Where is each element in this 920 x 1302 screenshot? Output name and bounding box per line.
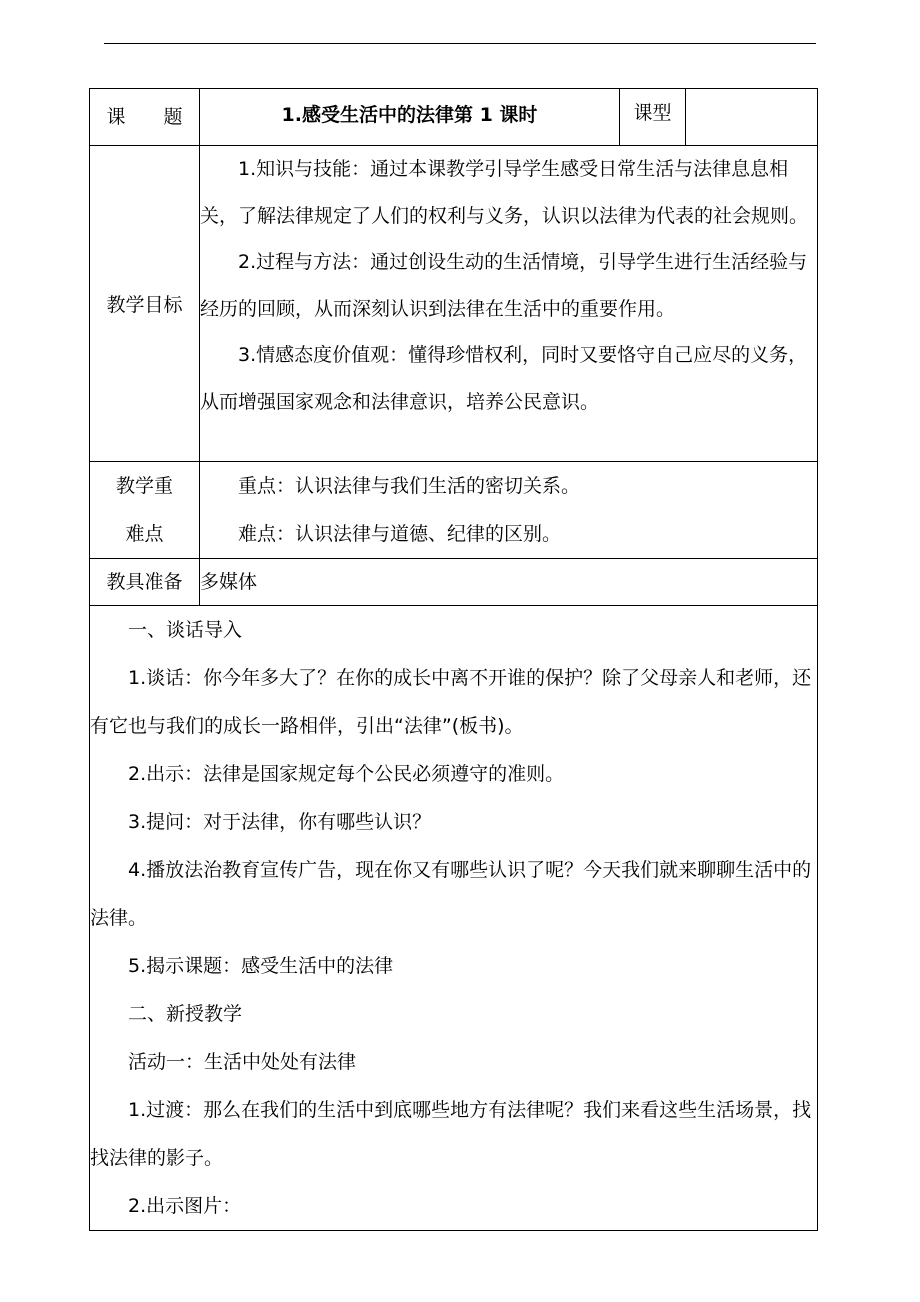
topic-label: [90, 89, 200, 146]
key-points-cell: [200, 462, 818, 559]
key-point: 重点：认识法律与我们生活的密切关系。: [238, 475, 581, 497]
process-line: 一、谈话导入: [128, 619, 243, 641]
process-line: 1.谈话：你今年多大了？在你的成长中离不开谁的保护？除了父母亲人和老师，还有它也与我们的成长一路相伴，引出“法律”(板书)。: [90, 667, 812, 737]
objective-attitude: 3.情感态度价值观：懂得珍惜权利，同时又要恪守自己应尽的义务，从而增强国家观念和法律意识，培养公民意识。: [200, 344, 808, 413]
topic-label-char-1: 课: [106, 106, 126, 128]
topic-label-char-2: 题: [163, 106, 183, 128]
tools-label: 教具准备: [90, 559, 200, 606]
lesson-plan-table: [89, 88, 818, 1231]
difficult-point: 难点：认识法律与道德、纪律的区别。: [238, 523, 562, 545]
process-line: 二、新授教学: [128, 1003, 243, 1025]
process-line: 活动一：生活中处处有法律: [128, 1051, 357, 1073]
tools-value: 多媒体: [200, 559, 818, 606]
process-cell: [90, 606, 818, 1231]
key-points-label-line1: 教学重: [115, 475, 173, 497]
process-line: 3.提问：对于法律，你有哪些认识？: [128, 811, 432, 833]
process-line: 4.播放法治教育宣传广告，现在你又有哪些认识了呢？今天我们就来聊聊生活中的法律。: [90, 859, 812, 929]
objective-process: 2.过程与方法：通过创设生动的生活情境，引导学生进行生活经验与经历的回顾，从而深刻认识到法律在生活中的重要作用。: [200, 251, 808, 320]
header-rule: [104, 43, 816, 44]
objectives-label: 教学目标: [106, 294, 183, 316]
objective-knowledge: 1.知识与技能：通过本课教学引导学生感受日常生活与法律息息相关，了解法律规定了人们的权利与义务，认识以法律为代表的社会规则。: [200, 158, 809, 227]
topic-value: 1.感受生活中的法律第 1 课时: [200, 89, 620, 146]
process-line: 2.出示图片：: [128, 1195, 242, 1217]
type-label: 课型: [620, 89, 686, 146]
objectives-cell: [200, 146, 818, 462]
process-row: [90, 606, 818, 1231]
process-line: 5.揭示课题：感受生活中的法律: [128, 955, 394, 977]
process-line: 1.过渡：那么在我们的生活中到底哪些地方有法律呢？我们来看这些生活场景，找找法律的影子。: [90, 1099, 812, 1169]
objectives-label-cell: [90, 146, 200, 462]
type-value: [686, 89, 818, 146]
process-line: 2.出示：法律是国家规定每个公民必须遵守的准则。: [128, 763, 565, 785]
key-points-row: [90, 462, 818, 559]
tools-row: [90, 559, 818, 606]
key-points-label-line2: 难点: [125, 523, 164, 545]
key-points-label-cell: [90, 462, 200, 559]
objectives-row: [90, 146, 818, 462]
topic-row: [90, 89, 818, 146]
